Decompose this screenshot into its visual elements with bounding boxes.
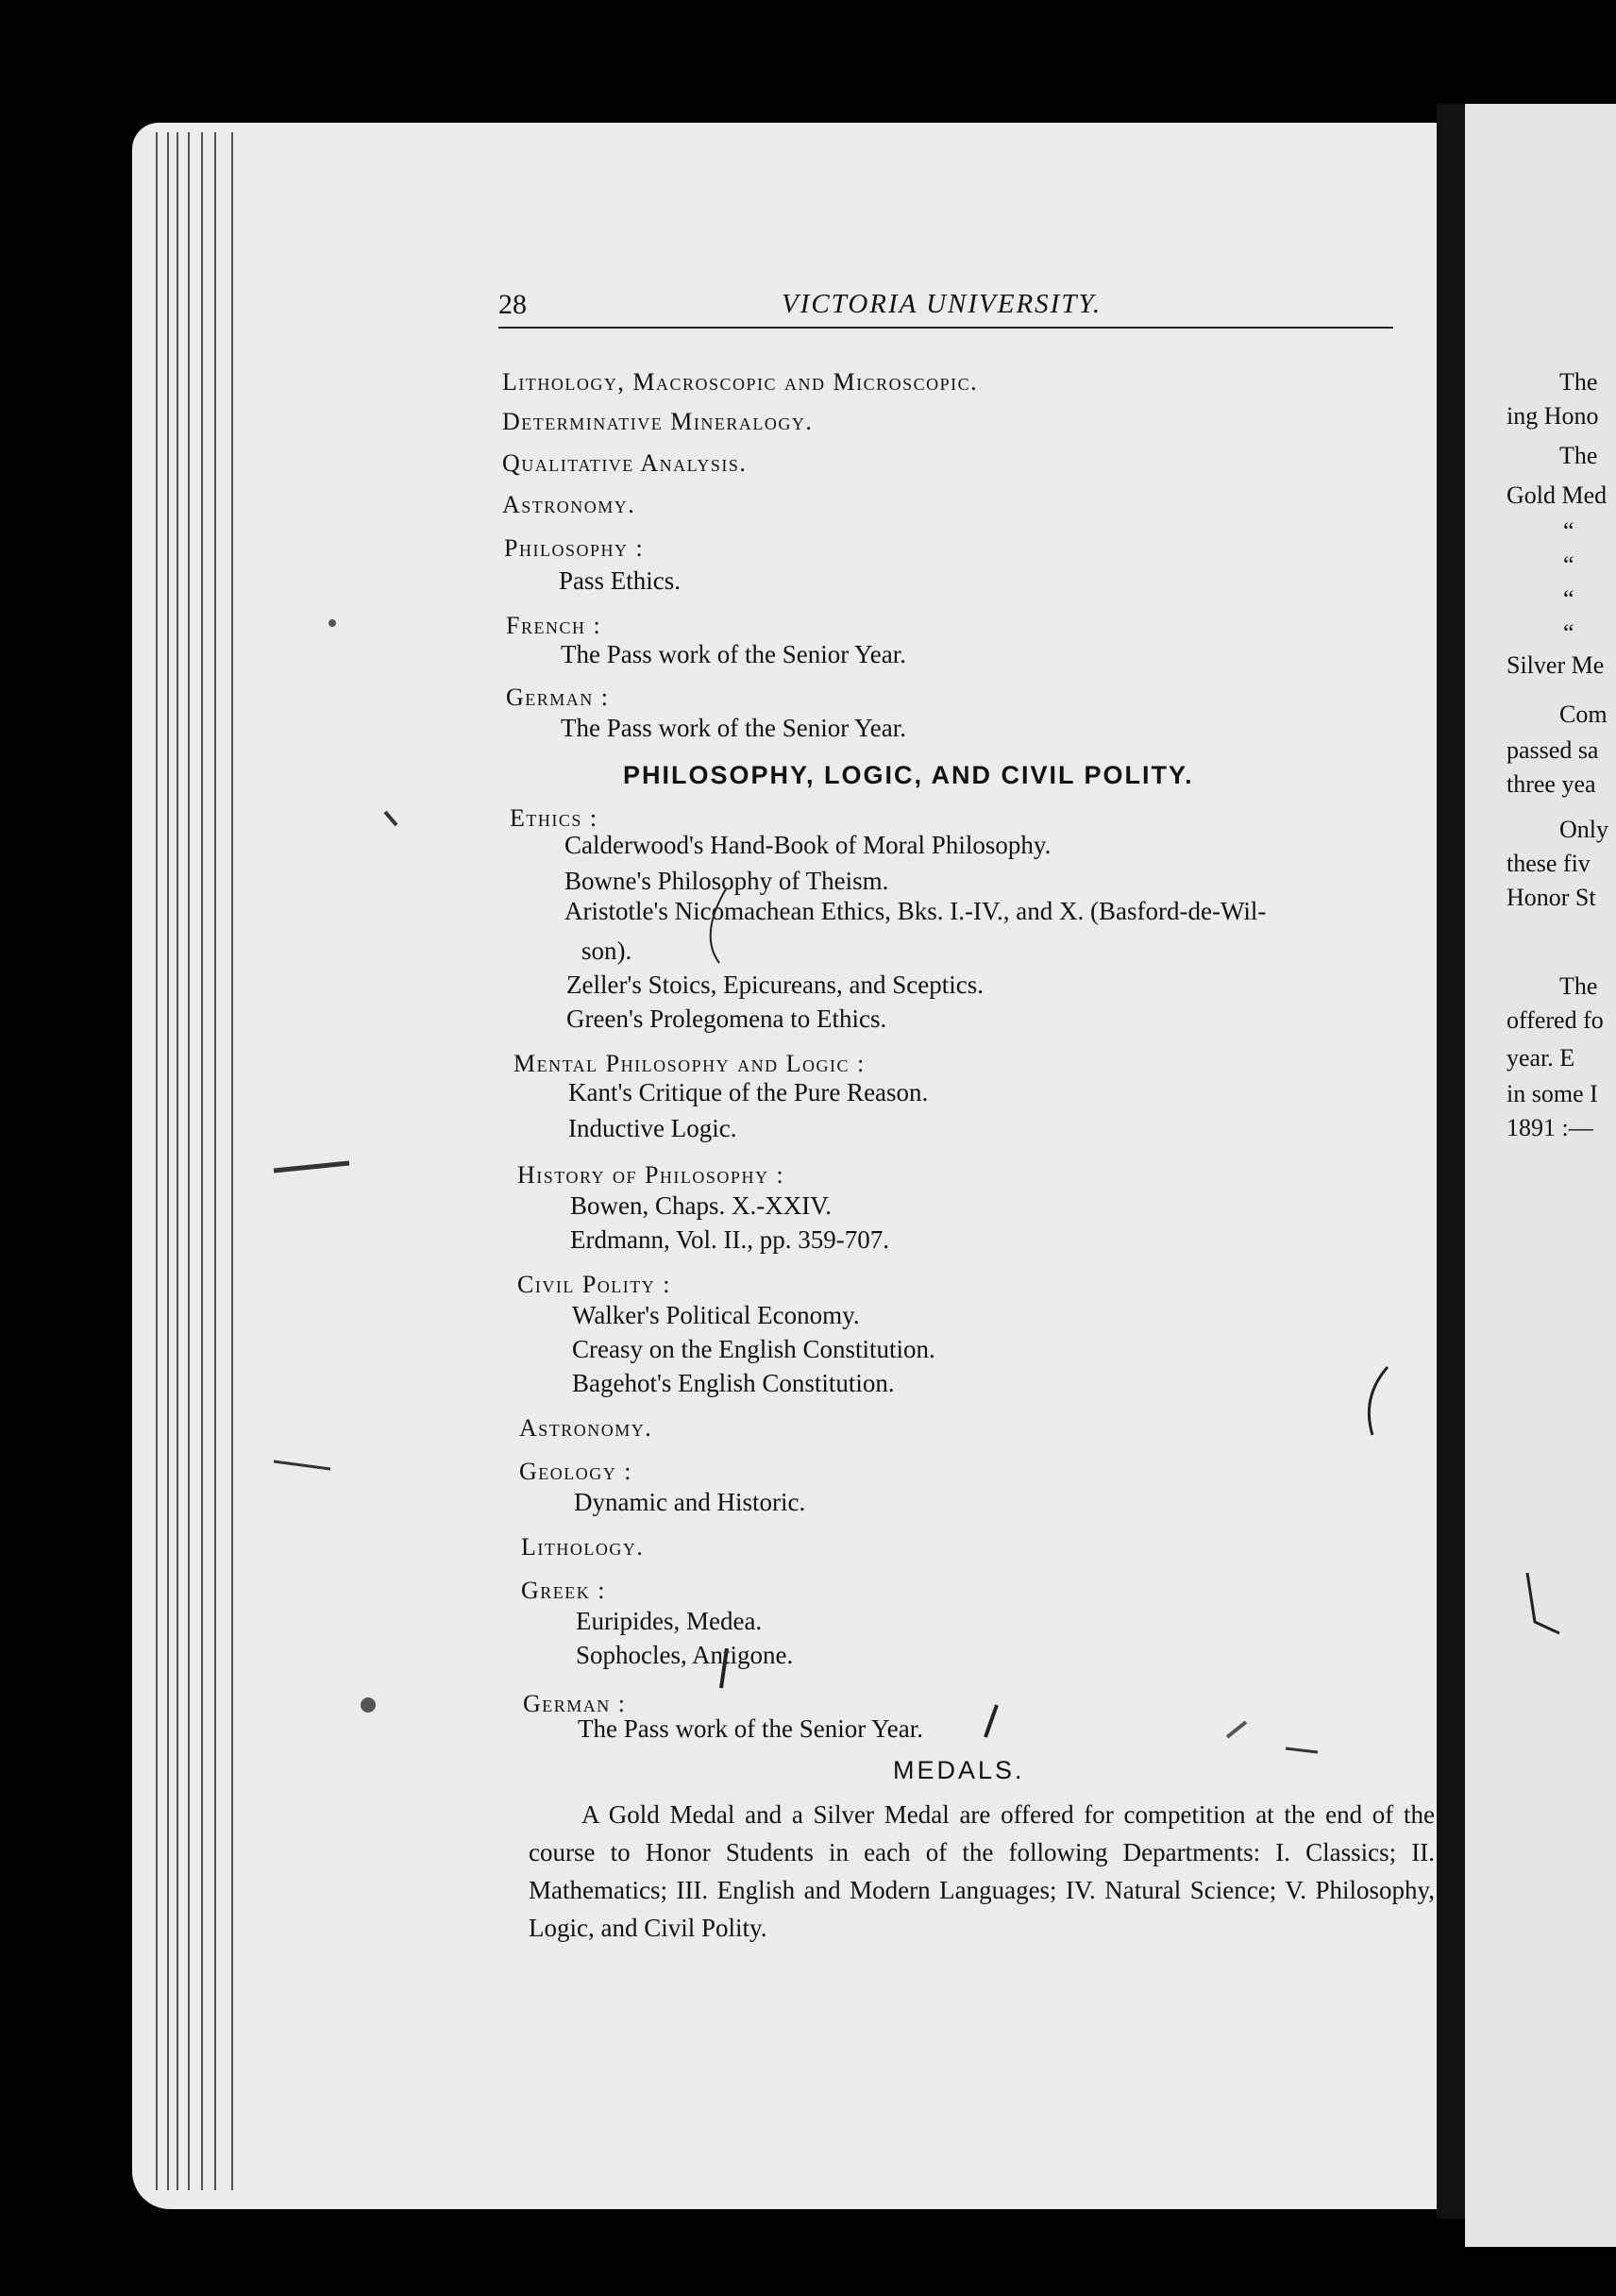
entry-philosophy: Philosophy : (504, 534, 645, 562)
entry-creasy: Creasy on the English Constitution. (572, 1335, 935, 1363)
entry-calderwood: Calderwood's Hand-Book of Moral Philosophy. (564, 831, 1052, 859)
facing-line-13: Only (1559, 816, 1608, 843)
entry-qualitative-analysis: Qualitative Analysis. (502, 449, 748, 477)
entry-ethics: Ethics : (510, 804, 598, 832)
entry-zeller: Zeller's Stoics, Epicureans, and Sceptics. (566, 971, 984, 999)
page-number: 28 (498, 289, 527, 320)
entry-aristotle: Aristotle's Nicomachean Ethics, Bks. I.-IV., and X. (Basford-de-Wil- (564, 897, 1267, 925)
facing-line-9: Silver Me (1507, 651, 1605, 679)
entry-dynamic-historic: Dynamic and Historic. (574, 1488, 806, 1516)
facing-line-17: offered fo (1507, 1006, 1604, 1034)
entry-bagehot: Bagehot's English Constitution. (572, 1369, 895, 1397)
facing-line-15: Honor St (1507, 884, 1596, 911)
entry-civil-polity: Civil Polity : (517, 1271, 671, 1298)
entry-bowne: Bowne's Philosophy of Theism. (564, 867, 889, 895)
facing-line-16: The (1559, 972, 1598, 1000)
medals-paragraph: A Gold Medal and a Silver Medal are offered for competition at the end of the course to Honor Students in each of the following Departments: I. Classics; II. Mathematics; III. English and Modern Languages; IV. Natural Science; V. Philosophy, Logic, and Civil Polity. (529, 1800, 1435, 1942)
entry-walker: Walker's Political Economy. (572, 1301, 860, 1329)
facing-line-7: “ (1563, 585, 1574, 613)
entry-pass-ethics: Pass Ethics. (559, 566, 682, 595)
entry-euripides: Euripides, Medea. (576, 1607, 763, 1635)
entry-history-philosophy: History of Philosophy : (517, 1161, 785, 1189)
entry-mineralogy: Determinative Mineralogy. (502, 408, 814, 435)
entry-kant: Kant's Critique of the Pure Reason. (568, 1078, 929, 1106)
facing-line-12: three yea (1507, 770, 1596, 798)
entry-german-pass: The Pass work of the Senior Year. (561, 714, 906, 742)
entry-geology: Geology : (519, 1458, 632, 1485)
entry-french-pass: The Pass work of the Senior Year. (561, 640, 906, 668)
facing-line-11: passed sa (1507, 736, 1599, 764)
running-title: VICTORIA UNIVERSITY. (782, 289, 1103, 319)
facing-line-10: Com (1559, 701, 1608, 728)
facing-line-8: “ (1563, 619, 1574, 647)
entry-green: Green's Prolegomena to Ethics. (566, 1004, 887, 1033)
entry-lithology-2: Lithology. (521, 1533, 645, 1561)
entry-bowen: Bowen, Chaps. X.-XXIV. (570, 1191, 832, 1220)
entry-inductive-logic: Inductive Logic. (568, 1114, 737, 1142)
entry-erdmann: Erdmann, Vol. II., pp. 359-707. (570, 1225, 889, 1254)
entry-german: German : (506, 684, 610, 711)
entry-sophocles: Sophocles, Antigone. (576, 1641, 794, 1669)
entry-mental-philosophy: Mental Philosophy and Logic : (513, 1050, 866, 1077)
section-heading: PHILOSOPHY, LOGIC, AND CIVIL POLITY. (623, 761, 1194, 789)
facing-line-6: “ (1563, 551, 1574, 579)
facing-line-20: 1891 :— (1507, 1114, 1593, 1141)
facing-line-3: The (1559, 442, 1598, 469)
facing-line-14: these fiv (1507, 850, 1591, 877)
entry-astronomy-2: Astronomy. (519, 1414, 653, 1442)
facing-line-2: ing Hono (1507, 402, 1599, 430)
entry-aristotle-cont: son). (581, 937, 632, 965)
facing-line-5: “ (1563, 517, 1574, 545)
entry-greek: Greek : (521, 1577, 606, 1604)
entry-german-2: German : (523, 1690, 627, 1717)
entry-astronomy: Astronomy. (502, 491, 636, 518)
entry-french: French : (506, 612, 602, 639)
facing-line-1: The (1559, 368, 1598, 396)
facing-line-18: year. E (1507, 1044, 1575, 1072)
entry-german-2-pass: The Pass work of the Senior Year. (578, 1714, 923, 1743)
entry-lithology: Lithology, Macroscopic and Microscopic. (502, 368, 979, 396)
medals-heading: MEDALS. (893, 1756, 1025, 1784)
facing-line-4: Gold Med (1507, 481, 1608, 509)
facing-line-19: in some I (1507, 1080, 1598, 1107)
